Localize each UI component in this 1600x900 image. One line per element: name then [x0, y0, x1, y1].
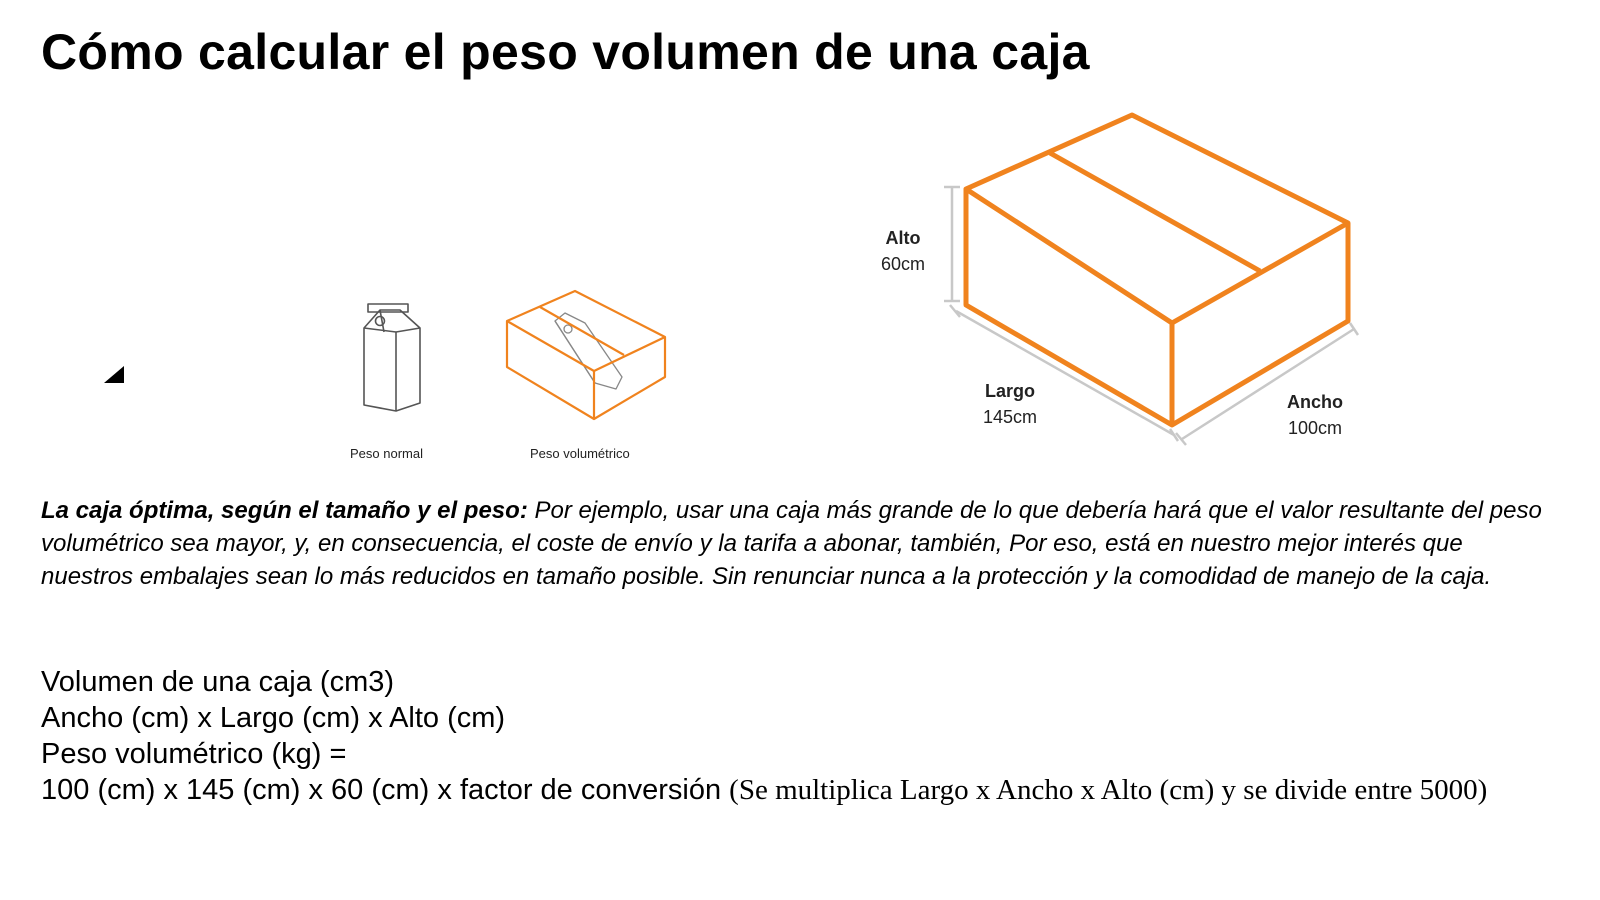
- milk-carton-icon: [364, 304, 420, 411]
- paragraph-body: Por ejemplo, usar una caja más grande de lo que debería hará que el valor resultante del peso volumétrico sea mayor, y, en consecuencia, el coste de envío y la tarifa a abonar, también, Por eso, está en nuestro mejor interés que nuestros embalajes sean lo más reducidos en tamaño posible. Sin renunciar nunca a la protección y la comodidad de manejo de la caja.: [41, 497, 1542, 590]
- ancho-label: Ancho: [1287, 392, 1343, 412]
- formula-weight-expression: [41, 772, 1571, 808]
- dimension-largo: [970, 378, 1050, 430]
- alto-value: 60cm: [880, 254, 925, 274]
- page-title: Cómo calcular el peso volumen de una caja: [41, 24, 1090, 80]
- largo-label: Largo: [984, 381, 1035, 401]
- weight-comparison-illustration: [340, 285, 690, 435]
- formula-weight-main: 100 (cm) x 145 (cm) x 60 (cm) x factor de conversión: [41, 774, 730, 806]
- caption-peso-volumetrico: Peso volumétrico: [530, 446, 630, 461]
- ancho-value: 100cm: [1287, 418, 1343, 438]
- largo-value: 145cm: [982, 407, 1038, 427]
- triangle-marker-icon: [104, 366, 124, 383]
- formula-weight-title: Peso volumétrico (kg) =: [41, 738, 347, 770]
- alto-label: Alto: [885, 228, 921, 248]
- formula-volume-title: Volumen de una caja (cm3): [41, 666, 395, 698]
- dimension-ancho: [1275, 389, 1355, 441]
- optimal-box-paragraph: [41, 494, 1561, 593]
- formula-block: [41, 664, 1571, 808]
- formula-volume-expression: Ancho (cm) x Largo (cm) x Alto (cm): [41, 702, 506, 734]
- paragraph-lead: La caja óptima, según el tamaño y el peso:: [41, 497, 528, 524]
- dimension-alto: [868, 225, 938, 277]
- formula-weight-note: (Se multiplica Largo x Ancho x Alto (cm) y se divide entre 5000): [729, 774, 1488, 806]
- caption-peso-normal: Peso normal: [350, 446, 423, 461]
- volumetric-box-icon: [507, 291, 665, 419]
